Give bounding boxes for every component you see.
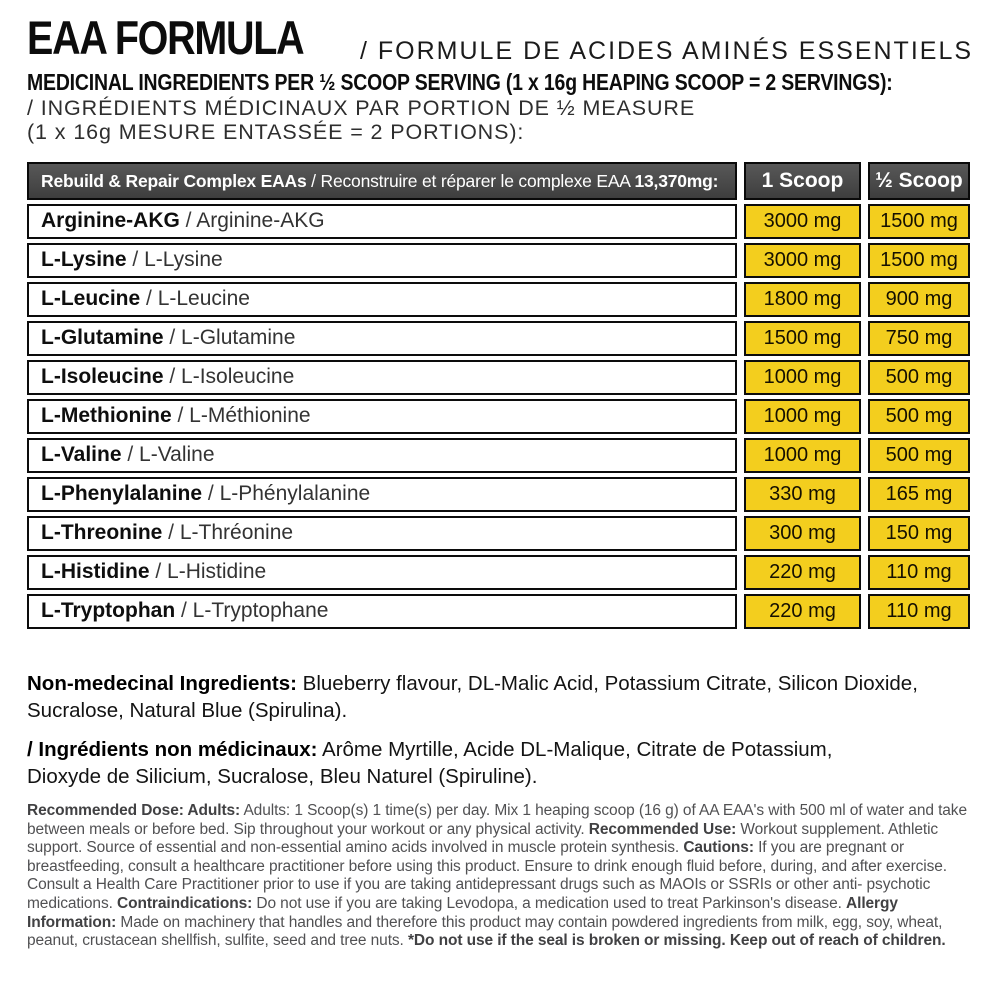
- amount-1-scoop: 1500 mg: [744, 321, 861, 357]
- amount-half-scoop: 500 mg: [868, 399, 970, 435]
- complex-name-fr: Reconstruire et réparer le complexe EAA: [320, 170, 635, 191]
- ingredient-separator: /: [179, 209, 197, 233]
- ingredients-table: [27, 162, 970, 629]
- ingredient-separator: /: [175, 599, 193, 623]
- amount-1-scoop: 1000 mg: [744, 438, 861, 474]
- amount-1-scoop: 330 mg: [744, 477, 861, 513]
- ingredient-name-fr: L-Valine: [139, 443, 215, 467]
- amount-half-scoop: 900 mg: [868, 282, 970, 318]
- ingredient-name-fr: L-Isoleucine: [181, 365, 295, 389]
- ingredient-name-fr: L-Thréonine: [179, 521, 294, 545]
- dosage-fine-print: Recommended Dose: Adults: Adults: 1 Scoop(s) 1 time(s) per day. Mix 1 heaping scoop (16 g) of AA EAA's with 500 ml of water and take between meals or before bed. Sip throughout your workout or any physical activity. Recommended Use: Workout supplement. Athletic support. Source of essential and non-essential amino acids involved in muscle protein synthesis. Cautions: If you are pregnant or breastfeeding, consult a healthcare practitioner before using this product. Ensure to drink enough fluid before, during, and after exercise. Consult a Health Care Practitioner prior to use if you are taking antidepressant drugs such as MAOIs or SSRIs or other anti- psychotic medications. Contraindications: Do not use if you are taking Levodopa, a medication used to treat Parkinson's disease. Allergy Information: Made on machinery that handles and therefore this product may contain powdered ingredients from milk, egg, soy, wheat, peanut, crustacean shellfish, sulfite, seed and tree nuts. *Do not use if the seal is broken or missing. Keep out of reach of children.: [27, 802, 967, 950]
- ingredient-separator: /: [163, 326, 182, 350]
- ingredient-name-cell: [27, 243, 737, 279]
- ingredient-separator: /: [163, 365, 182, 389]
- amount-1-scoop: 1000 mg: [744, 360, 861, 396]
- ingredient-name-cell: [27, 594, 737, 630]
- ingredient-name-fr: Arginine-AKG: [196, 209, 325, 233]
- ingredient-separator: /: [202, 482, 220, 506]
- medicinal-heading-fr-line2: (1 x 16g MESURE ENTASSÉE = 2 PORTIONS):: [27, 120, 525, 144]
- ingredient-name-fr: L-Histidine: [167, 560, 267, 584]
- ingredient-row: [27, 204, 970, 240]
- amount-1-scoop: 220 mg: [744, 594, 861, 630]
- col-header-1-scoop: 1 Scoop: [744, 162, 861, 200]
- table-header-row: [27, 162, 970, 200]
- ingredient-name-en: L-Isoleucine: [41, 365, 164, 389]
- ingredient-separator: /: [126, 248, 145, 272]
- product-title: EAA FORMULA: [27, 11, 304, 64]
- ingredient-name-fr: L-Tryptophane: [192, 599, 329, 623]
- ingredient-name-en: L-Threonine: [41, 521, 163, 545]
- ingredient-name-fr: L-Lysine: [144, 248, 223, 272]
- ingredient-name-en: L-Lysine: [41, 248, 127, 272]
- amount-1-scoop: 1800 mg: [744, 282, 861, 318]
- complex-separator: /: [306, 170, 321, 191]
- ingredient-name-cell: [27, 399, 737, 435]
- ingredient-row: [27, 516, 970, 552]
- non-medicinal-ingredients-fr: / Ingrédients non médicinaux: Arôme Myrtille, Acide DL-Malique, Citrate de Potassium, Dioxyde de Silicium, Sucralose, Bleu Naturel (Spiruline).: [27, 738, 833, 788]
- title-bar: [27, 10, 987, 68]
- amount-1-scoop: 3000 mg: [744, 243, 861, 279]
- amount-half-scoop: 110 mg: [868, 555, 970, 591]
- ingredient-name-fr: L-Méthionine: [189, 404, 311, 428]
- ingredient-name-cell: [27, 360, 737, 396]
- amount-1-scoop: 3000 mg: [744, 204, 861, 240]
- ingredient-row: [27, 321, 970, 357]
- ingredient-name-en: L-Glutamine: [41, 326, 164, 350]
- amount-half-scoop: 500 mg: [868, 438, 970, 474]
- ingredient-row: [27, 594, 970, 630]
- complex-header-cell: [27, 162, 737, 200]
- amount-half-scoop: 1500 mg: [868, 204, 970, 240]
- ingredient-name-en: L-Valine: [41, 443, 122, 467]
- complex-total-mg: 13,370mg:: [634, 170, 719, 191]
- complex-name-en: Rebuild & Repair Complex EAAs: [41, 170, 307, 191]
- ingredient-name-cell: [27, 555, 737, 591]
- ingredient-name-cell: [27, 282, 737, 318]
- ingredient-name-cell: [27, 477, 737, 513]
- ingredient-row: [27, 555, 970, 591]
- ingredient-name-en: L-Methionine: [41, 404, 172, 428]
- ingredient-name-fr: L-Leucine: [157, 287, 250, 311]
- amount-half-scoop: 1500 mg: [868, 243, 970, 279]
- ingredient-row: [27, 399, 970, 435]
- ingredient-row: [27, 477, 970, 513]
- ingredient-name-cell: [27, 438, 737, 474]
- ingredient-name-en: L-Phenylalanine: [41, 482, 203, 506]
- ingredient-name-fr: L-Glutamine: [181, 326, 296, 350]
- medicinal-heading-en: MEDICINAL INGREDIENTS PER ½ SCOOP SERVING (1 x 16g HEAPING SCOOP = 2 SERVINGS):: [27, 69, 893, 95]
- ingredient-separator: /: [140, 287, 158, 311]
- ingredient-separator: /: [171, 404, 190, 428]
- amount-1-scoop: 220 mg: [744, 555, 861, 591]
- non-medicinal-ingredients-en: Non-medecinal Ingredients: Blueberry flavour, DL-Malic Acid, Potassium Citrate, Silicon Dioxide, Sucralose, Natural Blue (Spirulina).: [27, 672, 918, 722]
- ingredient-name-en: L-Leucine: [41, 287, 141, 311]
- col-header-half-scoop: ½ Scoop: [868, 162, 970, 200]
- medicinal-heading-fr-line1: / INGRÉDIENTS MÉDICINAUX PAR PORTION DE ½ MEASURE: [27, 96, 696, 120]
- ingredient-row: [27, 438, 970, 474]
- ingredient-name-fr: L-Phénylalanine: [219, 482, 371, 506]
- amount-half-scoop: 500 mg: [868, 360, 970, 396]
- ingredient-row: [27, 243, 970, 279]
- ingredient-name-en: L-Histidine: [41, 560, 150, 584]
- amount-1-scoop: 1000 mg: [744, 399, 861, 435]
- ingredient-separator: /: [149, 560, 168, 584]
- ingredient-name-en: L-Tryptophan: [41, 599, 176, 623]
- ingredient-name-cell: [27, 204, 737, 240]
- ingredient-row: [27, 360, 970, 396]
- ingredient-name-cell: [27, 516, 737, 552]
- amount-half-scoop: 110 mg: [868, 594, 970, 630]
- amount-half-scoop: 150 mg: [868, 516, 970, 552]
- amount-half-scoop: 750 mg: [868, 321, 970, 357]
- amount-1-scoop: 300 mg: [744, 516, 861, 552]
- product-title-fr: / FORMULE DE ACIDES AMINÉS ESSENTIELS: [360, 37, 974, 65]
- ingredient-name-cell: [27, 321, 737, 357]
- amount-half-scoop: 165 mg: [868, 477, 970, 513]
- ingredient-separator: /: [162, 521, 180, 545]
- ingredient-row: [27, 282, 970, 318]
- ingredient-name-en: Arginine-AKG: [41, 209, 180, 233]
- ingredient-separator: /: [121, 443, 140, 467]
